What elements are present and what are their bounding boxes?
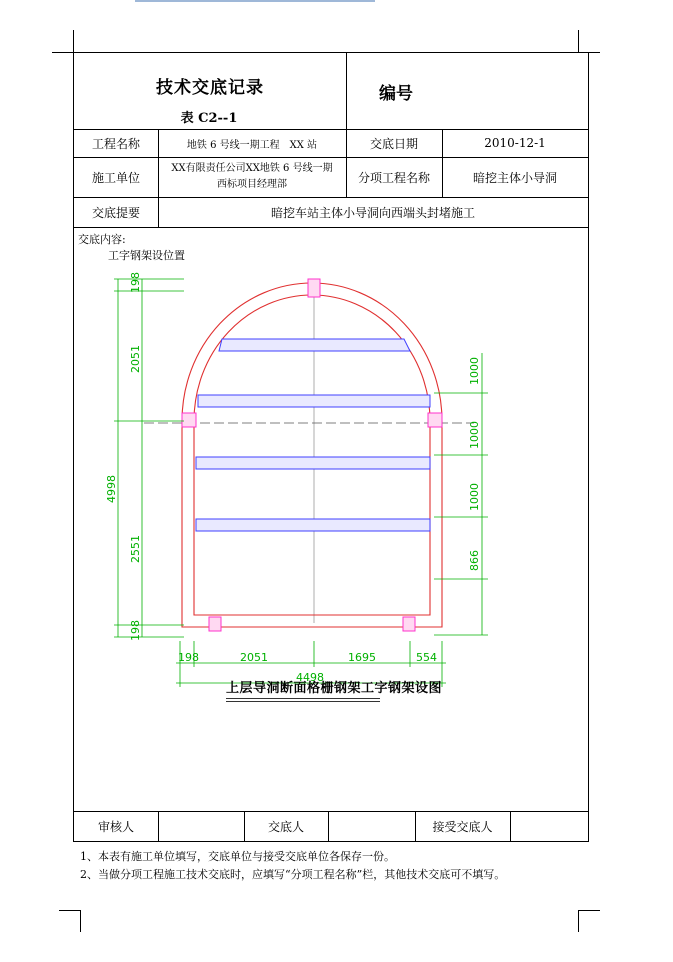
disclosure-date-label: 交底日期 (369, 136, 418, 151)
dim-bottom-3: 1695 (348, 651, 376, 664)
dim-left-upper: 2051 (129, 345, 142, 373)
dim-bottom-total: 4498 (296, 671, 324, 684)
project-name-value: 地铁 6 号线一期工程 XX 站 (186, 139, 318, 151)
construction-unit-label: 施工单位 (91, 170, 140, 185)
construction-unit-line1: XX有限责任公司XX地铁 6 号线一期 (171, 163, 333, 174)
dim-left-lower: 2551 (129, 535, 142, 563)
caption-underline-2 (226, 701, 380, 702)
dim-bottom-1: 198 (178, 651, 199, 664)
dim-right-4: 866 (468, 550, 481, 571)
connector-left-mid (182, 413, 196, 427)
steel-beam-4 (196, 519, 430, 531)
connector-top (308, 279, 320, 297)
form-title: 技术交底记录 (156, 77, 264, 98)
reviewer-label: 审核人 (97, 820, 134, 834)
receiver-label: 接受交底人 (432, 820, 493, 834)
top-accent-bar (135, 0, 375, 2)
disclosure-date-value: 2010-12-1 (484, 136, 546, 150)
connector-bottom-left (209, 617, 221, 631)
dim-bottom-4: 554 (416, 651, 437, 664)
connector-bottom-right (403, 617, 415, 631)
summary-value: 暗挖车站主体小导洞向西端头封堵施工 (270, 205, 475, 220)
outer-tunnel-outline (182, 283, 442, 627)
subitem-name-label: 分项工程名称 (357, 170, 430, 185)
reviewer-signature-field[interactable] (159, 812, 243, 842)
dim-left-bottom: 198 (129, 620, 142, 641)
dim-right-1: 1000 (468, 357, 481, 385)
note-1: 1、本表有施工单位填写，交底单位与接受交底单位各保存一份。 (80, 850, 395, 863)
dim-right-3: 1000 (468, 483, 481, 511)
connector-right-mid (428, 413, 442, 427)
tunnel-section-drawing (74, 263, 588, 703)
subitem-name-value: 暗挖主体小导洞 (472, 170, 557, 185)
disclosure-record-form (73, 52, 589, 842)
dim-left-total: 4998 (105, 475, 118, 503)
drawing-caption: 上层导洞断面格栅钢架工字钢架设图 (226, 681, 443, 696)
serial-number-label: 编号 (379, 83, 413, 104)
summary-label: 交底提要 (91, 205, 140, 220)
steel-beam-1 (219, 339, 410, 351)
discloser-label: 交底人 (267, 820, 304, 834)
steel-beam-3 (196, 457, 430, 469)
steel-beam-2 (198, 395, 430, 407)
construction-unit-value (158, 157, 346, 197)
content-label: 交底内容: (78, 233, 126, 246)
project-name-label: 工程名称 (91, 136, 140, 151)
note-2: 2、当做分项工程施工技术交底时，应填写“分项工程名称”栏，其他技术交底可不填写。 (80, 868, 506, 881)
form-number: 表 C2--1 (180, 110, 238, 126)
dim-bottom-2: 2051 (240, 651, 268, 664)
construction-unit-line2: 西标项目经理部 (217, 179, 287, 190)
dim-left-top: 198 (129, 272, 142, 293)
caption-underline (226, 698, 380, 699)
receiver-signature-field[interactable] (511, 812, 587, 842)
left-dimension-lines (114, 279, 184, 637)
content-sub-label: 工字钢架设位置 (108, 249, 185, 262)
discloser-signature-field[interactable] (329, 812, 414, 842)
dim-right-2: 1000 (468, 421, 481, 449)
